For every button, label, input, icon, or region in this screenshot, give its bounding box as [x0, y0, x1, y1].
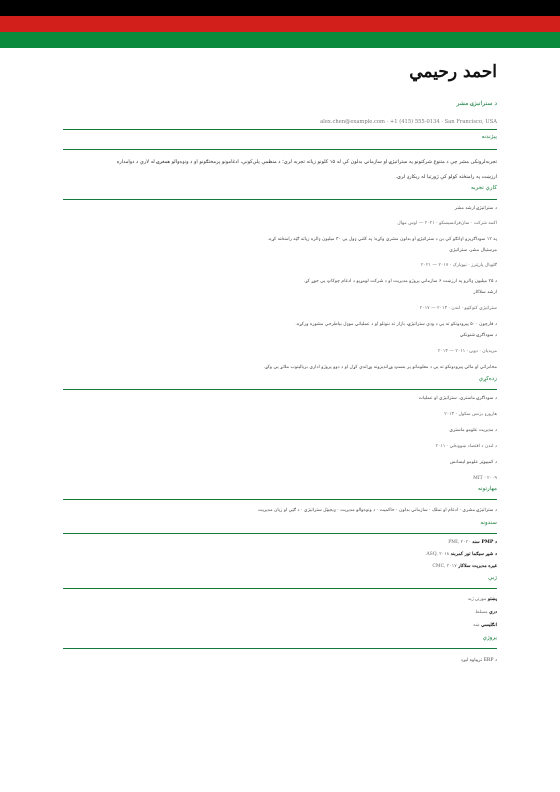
experience-role: ارشد سلاکار: [473, 290, 497, 295]
certifications-list: [63, 540, 497, 570]
language-item: [63, 597, 497, 603]
certification-detail: PMI, ۲۰۲۰: [448, 540, 471, 545]
experience-desc: په ۱۲ سوداګریزو اډانګو کې بن د ستراتيژۍ او بدلون مشري وکړه؛ په کلني ډول یې ۳۰ میلیون ډالره زیاته ګټه رامنځته کړه.: [267, 237, 497, 242]
education-degree: د کمپيوټر علومو ليسانس: [449, 460, 497, 465]
education-degree: د مديريت علومو ماستري: [449, 428, 497, 433]
section-summary-heading: پېژندنه: [481, 134, 497, 140]
experience-org: ستراتيژي کنډکټيو · لندن · ۲۰۱۳ — ۲۰۱۷: [419, 306, 497, 311]
languages-list: [63, 597, 497, 629]
certification-item: [63, 552, 497, 558]
section-skills-heading: مهارتونه: [478, 486, 497, 492]
certification-detail: CMC, ۲۰۱۷: [432, 564, 457, 569]
language-item: [63, 610, 497, 616]
section-languages-heading: ژبې: [488, 575, 497, 581]
language-level: ښه: [473, 623, 480, 628]
contact-line: alex.chen@example.com · +1 (415) 555-0134 · San Francisco, USA: [320, 119, 497, 125]
experience-desc: د فارچون ۵۰۰ پيرودونکو ته يې د ودې ستراتيژۍ، بازار ته ننوتلو او د عملياتي موډل بیاطرحې مشوره ورکړه.: [295, 322, 497, 327]
section-projects-heading: پروژې: [482, 635, 497, 641]
divider: [63, 149, 497, 150]
divider: [63, 129, 497, 130]
experience-desc: د ۲۵ میلیون ډالرو په ارزښت ۶ سازماني پروژو مديريت او د شرکت لومړيو د ادغام چوکاټ يې جوړ کړ.: [303, 279, 497, 284]
certification-name: د شپږ سيګما تور کمربند: [450, 552, 497, 557]
summary-line: تجربه‌لرونکی مشر چې د متنوع شرکتونو په ستراتيژۍ او سازماني بدلون کې له ۱۵ کلونو زیاته تجربه لري؛ د منظمې پلې‌کونې، ادغامونو پرمختګونو او د ونډه‌والو همغږۍ له لارې د دوامداره: [116, 159, 497, 165]
education-school: د لندن د اقتصاد ښوونځي · ۲۰۱۱: [435, 444, 497, 449]
person-name: احمد رحيمي: [409, 62, 497, 82]
certification-name: غیره مديريت سلاکار: [458, 564, 497, 569]
experience-role: مرستيال مشر، ستراتيژي: [449, 248, 497, 253]
experience-role: د سوداګرۍ شنونکي: [459, 333, 497, 338]
language-name: پښتو: [487, 597, 497, 602]
experience-desc: مخابراتي او مالي پيرودونکو ته يې د معلوماتو پر بنسټ وړانديزونه وړاندې کړل او د دوو پروژو اداري برياليتوب ملاتړ يې وکړ.: [263, 365, 497, 370]
divider: [63, 588, 497, 589]
summary-block: [63, 156, 497, 183]
language-name: انګليسي: [481, 623, 497, 628]
divider: [63, 533, 497, 534]
section-certifications-heading: سندونه: [480, 520, 497, 526]
skills-line: د ستراتيژۍ مشري · ادغام او تملک · سازماني بدلون · حاکميت · د ونډه‌والو مديريت · ډيجيټل ستراتيژي · د ګټې او زيان مديريت: [258, 508, 497, 513]
certification-detail: ASQ, ۲۰۱۸: [426, 552, 450, 557]
flag-red-stripe: [0, 16, 560, 32]
experience-org: اکمه شرکت · سان‌فرانسيسکو · ۲۰۲۱ — اوس مهال: [397, 221, 497, 226]
section-experience-heading: کاري تجربه: [470, 185, 497, 191]
section-education-heading: زده‌کړې: [478, 376, 497, 382]
language-level: مورنۍ ژبه: [467, 597, 487, 602]
project-name: د ERP ترپیاوه لیږد: [460, 658, 497, 663]
job-title: د ستراتيژۍ مشر: [456, 100, 497, 107]
experience-org: مريديان · دوبۍ · ۲۰۱۱ — ۲۰۱۳: [438, 349, 497, 354]
experience-list: [63, 206, 497, 371]
divider: [63, 199, 497, 200]
divider: [63, 499, 497, 500]
flag-green-stripe: [0, 32, 560, 48]
language-level: مسلط: [475, 610, 488, 615]
divider: [63, 648, 497, 649]
education-school: هارورډ بزنس سکول · ۲۰۱۳: [444, 412, 497, 417]
divider: [63, 389, 497, 390]
certification-item: [63, 540, 497, 546]
education-degree: د سوداګرۍ ماستري، ستراتيژي او عمليات: [418, 396, 497, 401]
language-item: [63, 623, 497, 629]
education-list: [63, 396, 497, 482]
experience-org: ګلوبال پارټنرز · نيويارک · ۲۰۱۷ — ۲۰۲۱: [421, 263, 497, 268]
certification-item: [63, 564, 497, 570]
resume-document: [63, 60, 497, 664]
certification-name: د PMP سند: [472, 540, 497, 545]
education-school: MIT · ۲۰۰۹: [473, 476, 497, 481]
summary-line: ارزښت په رامنځته کولو کې ژورتیا له ریکارډ لري.: [395, 174, 497, 180]
experience-role: د ستراتيژۍ ارشد مشر: [454, 206, 497, 211]
language-name: دري: [489, 610, 497, 615]
flag-black-stripe: [0, 0, 560, 16]
